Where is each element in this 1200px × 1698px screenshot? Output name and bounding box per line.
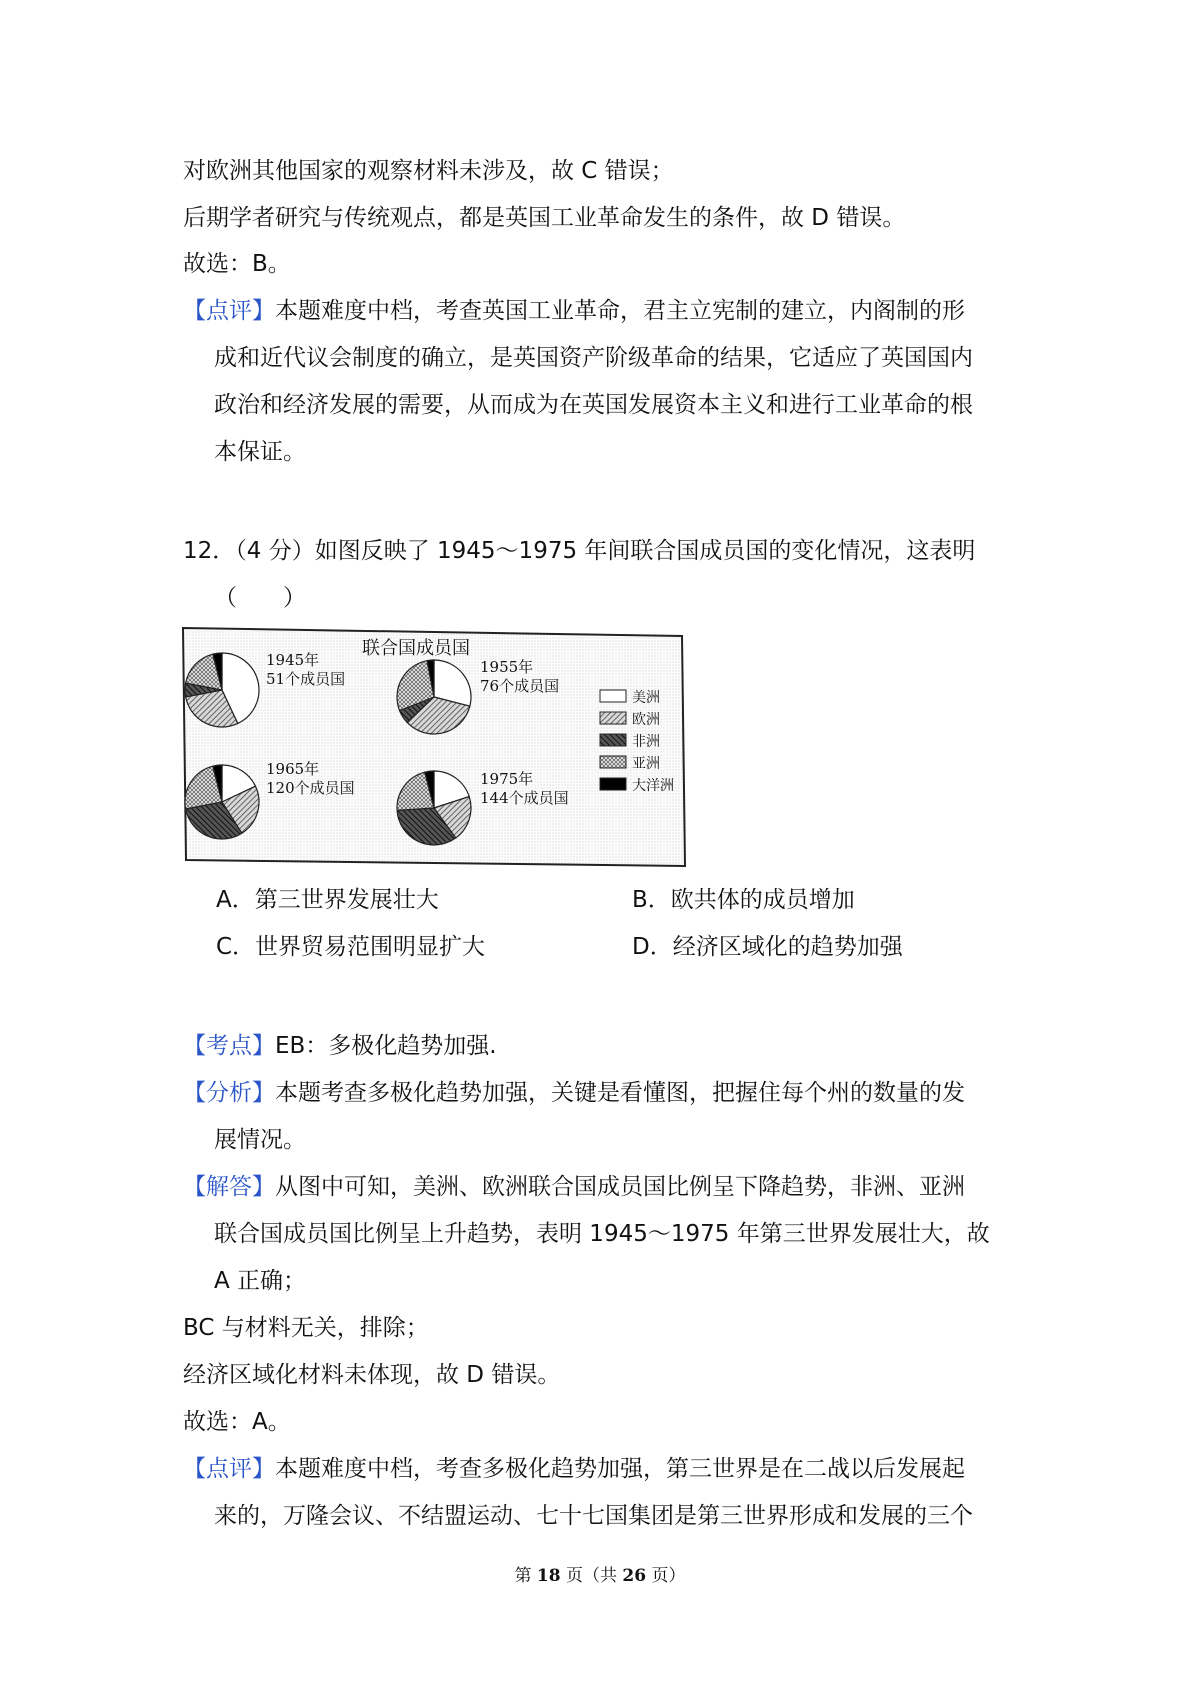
text-line: BC 与材料无关，排除； — [183, 1315, 429, 1341]
pie-year-label: 1955年 — [480, 658, 534, 676]
text-line: 后期学者研究与传统观点，都是英国工业革命发生的条件，故 D 错误。 — [183, 205, 906, 231]
legend-label: 亚洲 — [632, 756, 660, 772]
page-footer — [0, 1565, 1200, 1587]
option-a: A．第三世界发展壮大 — [216, 887, 439, 913]
question-stem: 12．（4 分）如图反映了 1945～1975 年间联合国成员国的变化情况，这表明 — [183, 538, 976, 564]
jieda-text: 从图中可知，美洲、欧洲联合国成员国比例呈下降趋势，非洲、亚洲 — [275, 1174, 965, 1200]
pie-count-label: 144个成员国 — [480, 789, 569, 807]
pie-count-label: 76个成员国 — [480, 677, 560, 695]
text-line: 展情况。 — [214, 1127, 306, 1153]
fenxi-tag: 【分析】 — [183, 1080, 275, 1106]
text-line: 本保证。 — [214, 439, 306, 465]
pie-year-label: 1975年 — [480, 770, 534, 788]
fenxi-text: 本题考查多极化趋势加强，关键是看懂图，把握住每个州的数量的发 — [275, 1080, 965, 1106]
question-blank: （ ） — [214, 585, 306, 611]
fenxi-line — [183, 1078, 965, 1108]
jieda-tag: 【解答】 — [183, 1174, 275, 1200]
review-text: 本题难度中档，考查英国工业革命，君主立宪制的建立，内阁制的形 — [275, 298, 965, 324]
page-number: 18 — [536, 1566, 561, 1586]
chart-title: 联合国成员国 — [362, 638, 470, 659]
text-line: 政治和经济发展的需要，从而成为在英国发展资本主义和进行工业革命的根 — [214, 392, 973, 418]
jieda-line — [183, 1172, 965, 1202]
option-c: C．世界贸易范围明显扩大 — [216, 934, 486, 960]
dianping-text: 本题难度中档，考查多极化趋势加强，第三世界是在二战以后发展起 — [275, 1456, 965, 1482]
text-line: 来的，万隆会议、不结盟运动、七十七国集团是第三世界形成和发展的三个 — [214, 1503, 973, 1529]
legend-label: 欧洲 — [632, 712, 660, 728]
answer-line: 故选：B。 — [183, 251, 291, 277]
pie-count-label: 120个成员国 — [266, 779, 355, 797]
option-d: D．经济区域化的趋势加强 — [632, 934, 903, 960]
legend-swatch — [600, 690, 626, 702]
footer-post: 页） — [651, 1566, 686, 1586]
text-line: 联合国成员国比例呈上升趋势，表明 1945～1975 年第三世界发展壮大，故 — [214, 1221, 990, 1247]
footer-mid: 页（共 — [566, 1566, 617, 1586]
legend-swatch — [600, 778, 626, 790]
text-line: 对欧洲其他国家的观察材料未涉及，故 C 错误； — [183, 158, 674, 184]
legend-label: 大洋洲 — [632, 778, 674, 794]
dianping-tag: 【点评】 — [183, 1456, 275, 1482]
legend-swatch — [600, 756, 626, 768]
dianping-line — [183, 1454, 965, 1484]
legend-swatch — [600, 712, 626, 724]
legend-label: 非洲 — [632, 734, 660, 750]
review-line — [183, 296, 965, 326]
pie-year-label: 1945年 — [266, 651, 320, 669]
footer-pre: 第 — [514, 1566, 532, 1586]
page-total: 26 — [622, 1566, 647, 1586]
kaodian-line — [183, 1031, 497, 1061]
legend-swatch — [600, 734, 626, 746]
option-b: B．欧共体的成员增加 — [632, 887, 855, 913]
text-line: A 正确； — [214, 1268, 307, 1294]
legend-label: 美洲 — [632, 690, 660, 706]
kaodian-tag: 【考点】 — [183, 1033, 275, 1059]
text-line: 经济区域化材料未体现，故 D 错误。 — [183, 1362, 561, 1388]
pie-count-label: 51个成员国 — [266, 670, 346, 688]
kaodian-text: EB：多极化趋势加强. — [275, 1033, 497, 1059]
pie-year-label: 1965年 — [266, 760, 320, 778]
text-line: 成和近代议会制度的确立，是英国资产阶级革命的结果，它适应了英国国内 — [214, 345, 973, 371]
review-tag: 【点评】 — [183, 298, 275, 324]
un-members-figure — [180, 622, 690, 876]
answer-line: 故选：A。 — [183, 1409, 291, 1435]
